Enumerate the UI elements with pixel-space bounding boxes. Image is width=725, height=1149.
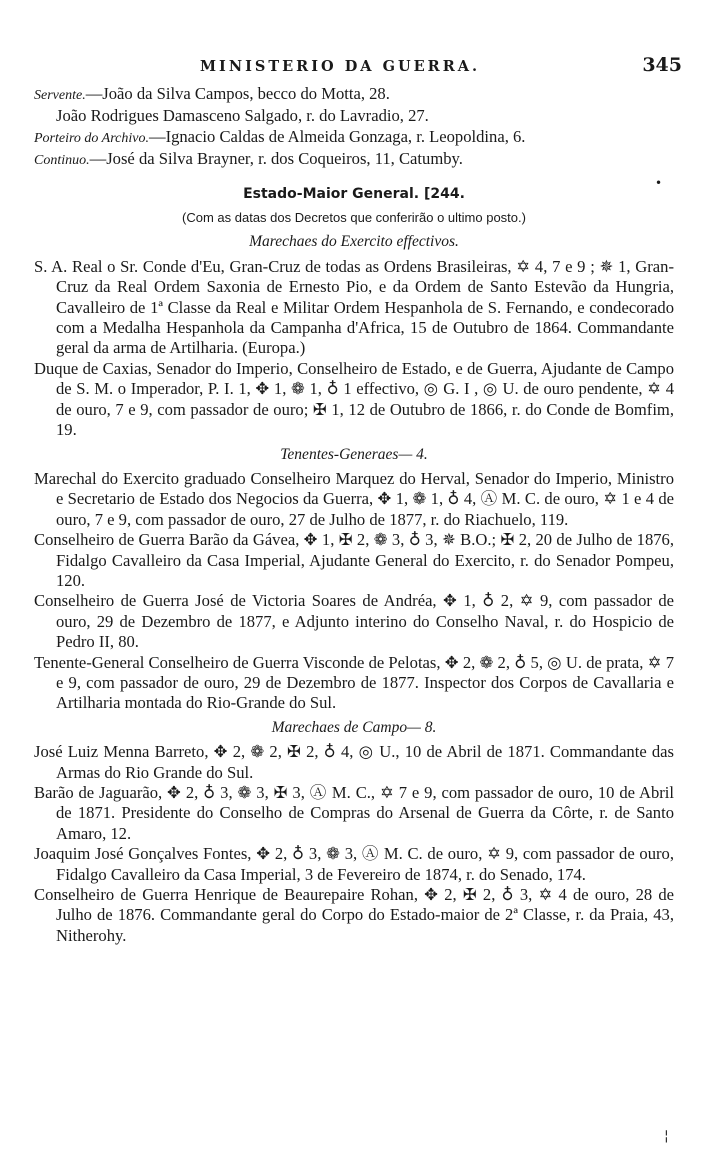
staff-text: —Ignacio Caldas de Almeida Gonzaga, r. Leopoldina, 6. <box>148 126 526 146</box>
officer-entry: Conselheiro de Guerra Barão da Gávea, ✥ 1, ✠ 2, ❁ 3, ♁ 3, ✵ B.O.; ✠ 2, 20 de Julho de 1876, Fidalgo Cavalleiro da Casa Imperial, Ajudante General do Exercito, r. do Senador Pompeu, 120. <box>34 530 674 590</box>
officer-entry: Tenente-General Conselheiro de Guerra Visconde de Pelotas, ✥ 2, ❁ 2, ♁ 5, ◎ U. de prata, ✡ 7 e 9, com passador de ouro, 29 de Dezembro de 1877. Inspector dos Corpos de Cavallaria e Artilharia montada do Rio-Grande do Sul. <box>34 652 674 713</box>
officer-entry: Barão de Jaguarão, ✥ 2, ♁ 3, ❁ 3, ✠ 3, Ⓐ M. C., ✡ 7 e 9, com passador de ouro, 10 de Abril de 1871. Presidente do Conselho de Compras do Arsenal de Guerra da Côrte, r. de Santo Amaro, 12. <box>34 783 674 843</box>
margin-dot: • <box>655 176 663 190</box>
staff-entry <box>34 84 674 106</box>
officer-entry: Conselheiro de Guerra José de Victoria Soares de Andréa, ✥ 1, ♁ 2, ✡ 9, com passador de ouro, 29 de Dezembro de 1877, e Adjunto interino do Conselho Naval, r. do Hospicio de Pedro II, 80. <box>34 591 674 652</box>
staff-role: Porteiro do Archivo. <box>34 130 149 146</box>
officer-entry: S. A. Real o Sr. Conde d'Eu, Gran-Cruz de todas as Ordens Brasileiras, ✡ 4, 7 e 9 ; ✵ 1, Gran-Cruz da Real Ordem Saxonia de Ernesto Pio, e da Ordem de Santo Estevão da Hungria, Cavalleiro de 1ª Classe da Real e Militar Ordem Hespanhola de S. Fernando, e condecorado com a Medalha Hespanhola da Campanha d'Africa, 15 de Outubro de 1864. Commandante geral da arma de Artilharia. (Europa.) <box>34 256 674 358</box>
margin-mark: ¦ <box>664 1128 669 1144</box>
section-note: (Com as datas dos Decretos que conferirão o ultimo posto.) <box>182 210 526 226</box>
section-title: Estado-Maior General. [244. <box>243 185 465 202</box>
subheading-marechaes-campo: Marechaes de Campo— 8. <box>271 718 437 736</box>
staff-text: João Rodrigues Damasceno Salgado, r. do Lavradio, 27. <box>56 106 429 126</box>
staff-role: Continuo. <box>34 153 90 169</box>
running-title: MINISTERIO DA GUERRA. <box>200 58 481 75</box>
staff-entry <box>34 149 674 171</box>
staff-entry <box>34 106 674 126</box>
staff-text: —João da Silva Campos, becco do Motta, 28. <box>85 84 390 103</box>
subheading-tenentes-generaes: Tenentes-Generaes— 4. <box>280 445 428 463</box>
officer-entry: Joaquim José Gonçalves Fontes, ✥ 2, ♁ 3, ❁ 3, Ⓐ M. C. de ouro, ✡ 9, com passador de ouro, Fidalgo Cavalleiro da Casa Imperial, 3 de Fevereiro de 1874, r. do Senado, 174. <box>34 844 674 884</box>
officer-entry: José Luiz Menna Barreto, ✥ 2, ❁ 2, ✠ 2, ♁ 4, ◎ U., 10 de Abril de 1871. Commandante das Armas do Rio Grande do Sul. <box>34 742 674 782</box>
page-number: 345 <box>642 54 682 76</box>
page-body <box>34 84 674 946</box>
staff-entry <box>34 127 674 149</box>
staff-text: —José da Silva Brayner, r. dos Coqueiros, 11, Catumby. <box>89 149 463 169</box>
officer-entry: Duque de Caxias, Senador do Imperio, Conselheiro de Estado, e de Guerra, Ajudante de Campo de S. M. o Imperador, P. I. 1, ✥ 1, ❁ 1, ♁ 1 effectivo, ◎ G. I , ◎ U. de ouro pendente, ✡ 4 de ouro, 7 e 9, com passador de ouro; ✠ 1, 12 de Outubro de 1866, r. do Conde de Bomfim, 19. <box>34 358 674 440</box>
page-header <box>30 54 690 82</box>
staff-role: Servente. <box>34 88 86 103</box>
subheading-marechaes-exercito: Marechaes do Exercito effectivos. <box>249 233 459 251</box>
officer-entry: Conselheiro de Guerra Henrique de Beaurepaire Rohan, ✥ 2, ✠ 2, ♁ 3, ✡ 4 de ouro, 28 de Julho de 1876. Commandante geral do Corpo do Estado-maior de 2ª Classe, r. da Praia, 43, Nitherohy. <box>34 885 674 945</box>
officer-entry: Marechal do Exercito graduado Conselheiro Marquez do Herval, Senador do Imperio, Ministro e Secretario de Estado dos Negocios da Guerra, ✥ 1, ❁ 1, ♁ 4, Ⓐ M. C. de ouro, ✡ 1 e 4 de ouro, 7 e 9, com passador de ouro, 27 de Julho de 1877, r. do Riachuelo, 119. <box>34 468 674 529</box>
